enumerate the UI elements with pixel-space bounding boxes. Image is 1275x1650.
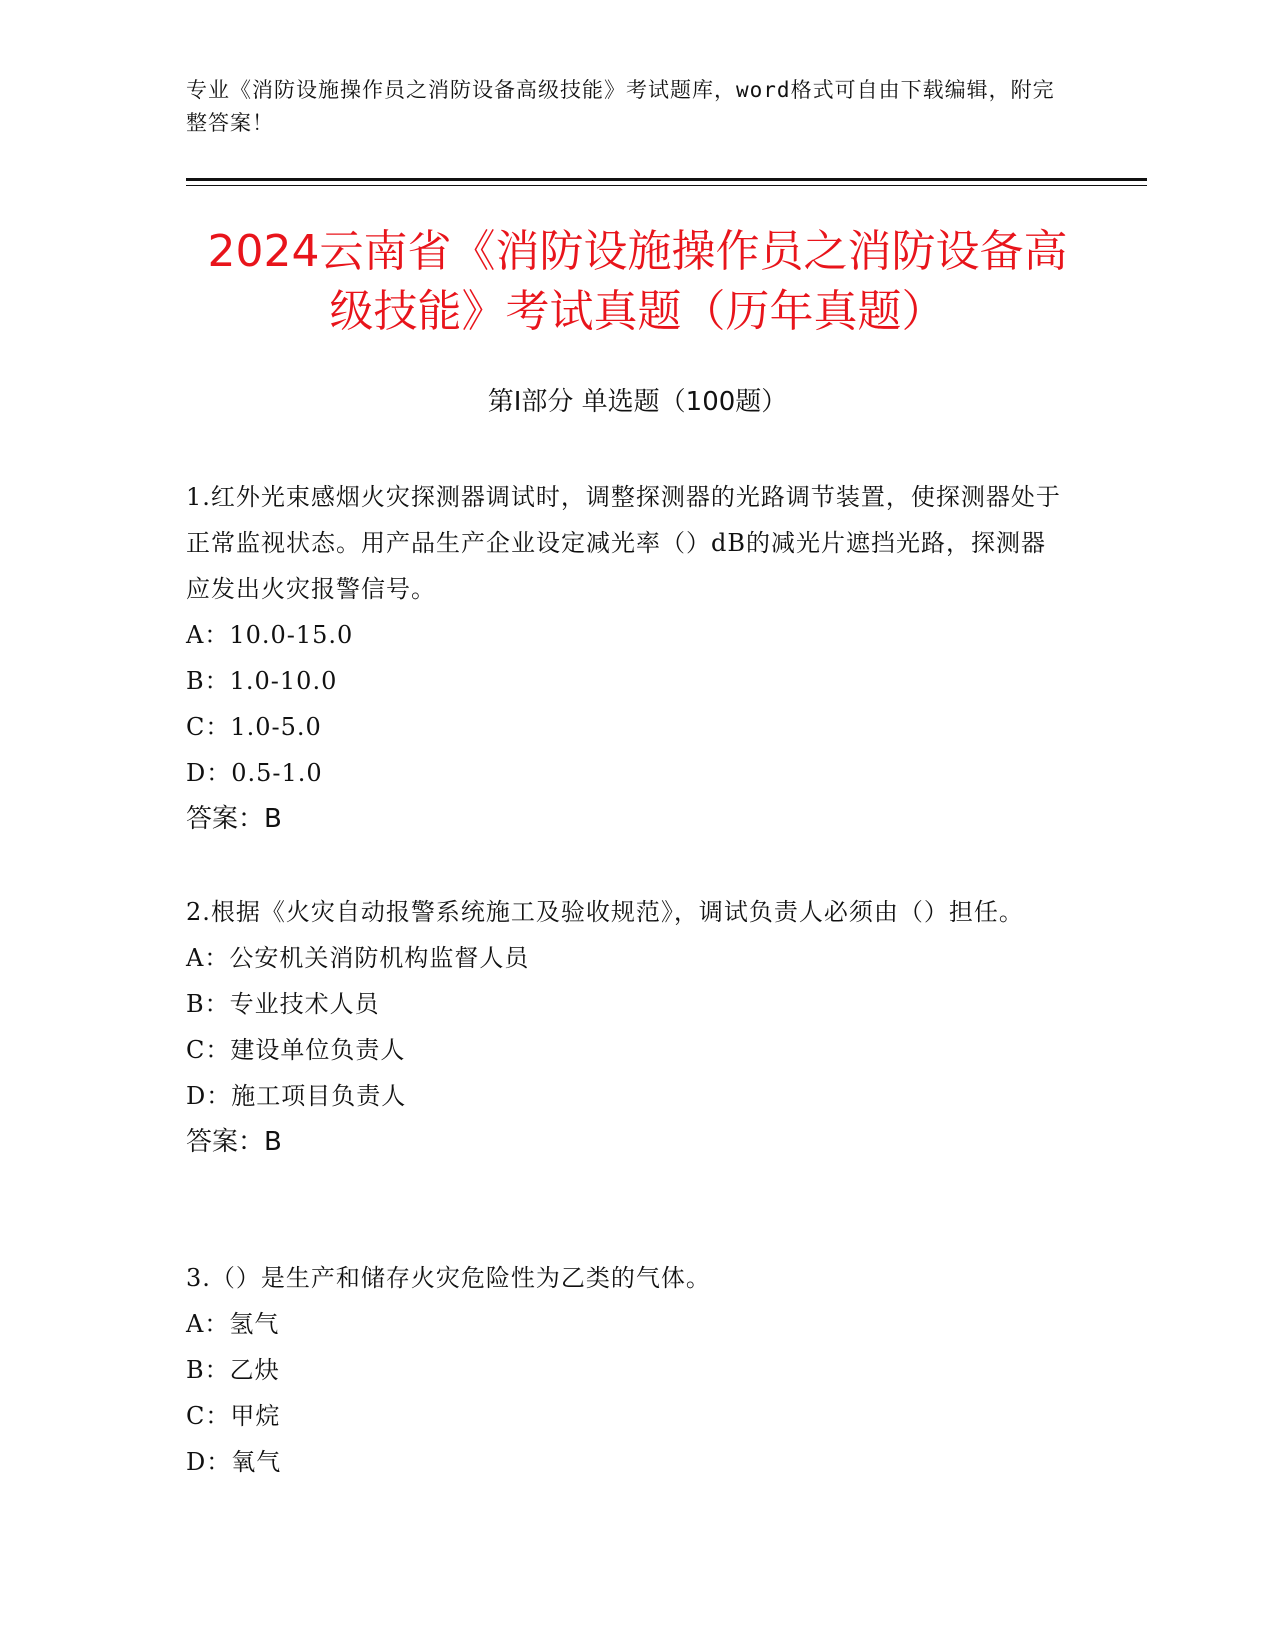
- option-b: B：1.0-10.0: [186, 667, 338, 695]
- section-heading: 第I部分 单选题（100题）: [487, 387, 788, 417]
- header-divider-thick: [186, 178, 1147, 181]
- document-title-line-1: 2024云南省《消防设施操作员之消防设备高: [207, 226, 1068, 277]
- option-a: A：公安机关消防机构监督人员: [186, 944, 530, 972]
- header-divider-thin: [186, 185, 1147, 186]
- document-title: [150, 222, 1125, 342]
- document-title-line-2: 级技能》考试真题（历年真题）: [329, 286, 946, 337]
- option-d: D：0.5-1.0: [186, 759, 323, 787]
- option-d: D：氧气: [186, 1448, 282, 1476]
- question-stem: 1.红外光束感烟火灾探测器调试时，调整探测器的光路调节装置，使探测器处于正常监视状态。用产品生产企业设定减光率（）dB的减光片遮挡光路，探测器应发出火灾报警信号。: [186, 483, 1061, 603]
- question-3: [186, 1255, 1066, 1485]
- option-b: B：专业技术人员: [186, 990, 380, 1018]
- option-a: A：10.0-15.0: [186, 621, 354, 649]
- question-stem: 3.（）是生产和储存火灾危险性为乙类的气体。: [186, 1264, 711, 1292]
- question-1: [186, 474, 1066, 842]
- question-stem: 2.根据《火灾自动报警系统施工及验收规范》，调试负责人必须由（）担任。: [186, 898, 1024, 926]
- option-d: D：施工项目负责人: [186, 1082, 407, 1110]
- option-c: C：1.0-5.0: [186, 713, 322, 741]
- question-2: [186, 889, 1066, 1165]
- option-c: C：建设单位负责人: [186, 1036, 406, 1064]
- option-c: C：甲烷: [186, 1402, 281, 1430]
- answer: 答案：B: [186, 1127, 282, 1157]
- option-b: B：乙炔: [186, 1356, 280, 1384]
- header-note: 专业《消防设施操作员之消防设备高级技能》考试题库，word格式可自由下载编辑，附完整答案！: [186, 78, 1055, 135]
- answer: 答案：B: [186, 804, 282, 834]
- option-a: A：氢气: [186, 1310, 280, 1338]
